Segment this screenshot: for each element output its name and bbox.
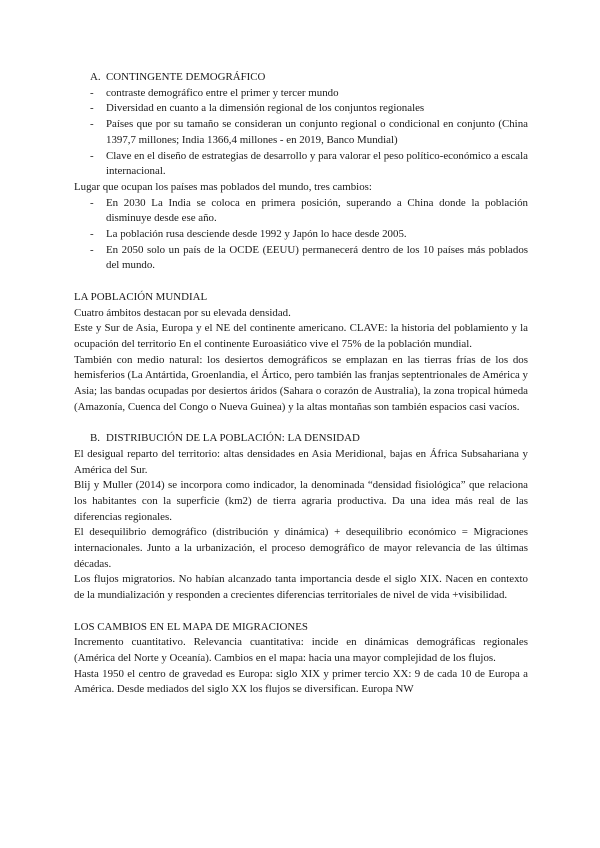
list-item: - En 2050 solo un país de la OCDE (EEUU) permanecerá dentro de los 10 países más poblados del mundo.: [74, 243, 528, 274]
poblacion-mundial-heading: LA POBLACIÓN MUNDIAL: [74, 290, 208, 303]
section-b-title: DISTRIBUCIÓN DE LA POBLACIÓN: LA DENSIDAD: [106, 432, 360, 445]
document-body: [74, 70, 528, 698]
paragraph: El desequilibrio demográfico (distribución y dinámica) + desequilibrio económico = Migraciones internacionales. Junto a la urbanización, el proceso demográfico de mayor relevancia de las últimas décadas.: [74, 526, 528, 570]
section-b-number: B.: [90, 432, 100, 445]
list-item: - Países que por su tamaño se consideran un conjunto regional o condicional en conjunto (China 1397,7 millones; India 1366,4 millones - en 2019, Banco Mundial): [74, 117, 528, 148]
section-a-list: [74, 86, 528, 180]
list-item: - En 2030 La India se coloca en primera posición, superando a China donde la población disminuye desde ese año.: [74, 196, 528, 227]
section-b-heading: [74, 431, 528, 447]
migraciones-heading: LOS CAMBIOS EN EL MAPA DE MIGRACIONES: [74, 620, 308, 633]
spacer: [74, 274, 528, 290]
paragraph: Incremento cuantitativo. Relevancia cuantitativa: incide en dinámicas demográficas regionales (América del Norte y Oceanía). Cambios en el mapa: hacia una mayor complejidad de los flujos.: [74, 636, 528, 664]
list-item: - Clave en el diseño de estrategias de desarrollo y para valorar el peso político-económico a escala internacional.: [74, 149, 528, 180]
list-item: - La población rusa desciende desde 1992 y Japón lo hace desde 2005.: [74, 227, 528, 243]
spacer: [74, 415, 528, 431]
paragraph: Cuatro ámbitos destacan por su elevada densidad.: [74, 306, 291, 319]
section-a-number: A.: [90, 71, 101, 83]
changes-list: [74, 196, 528, 275]
paragraph: Hasta 1950 el centro de gravedad es Europa: siglo XIX y primer tercio XX: 9 de cada 10 de Europa a América. Desde mediados del siglo XX los flujos se diversifican. Europa NW: [74, 667, 528, 696]
paragraph: Blij y Muller (2014) se incorpora como indicador, la denominada “densidad fisiológica” que relaciona los habitantes con la superficie (km2) de tierra agraria productiva. Da una idea más real de las diferencias regionales.: [74, 479, 528, 523]
paragraph: También con medio natural: los desiertos demográficos se emplazan en las tierras frías de los dos hemisferios (La Antártida, Groenlandia, el Ártico, pero también las franjas septentrionales de América y Asia; las bandas ocupadas por desiertos áridos (Sahara o corazón de Australia), la zona tropical húmeda (Amazonía, Cuenca del Congo o Nueva Guinea) y la altas montañas son también espacios casi vacíos.: [74, 353, 528, 413]
section-a-heading: [74, 70, 528, 86]
paragraph: Este y Sur de Asia, Europa y el NE del continente americano. CLAVE: la historia del poblamiento y la ocupación del territorio En el continente Euroasiático vive el 75% de la población mundial.: [74, 322, 528, 350]
paragraph: Los flujos migratorios. No habían alcanzado tanta importancia desde el siglo XIX. Nacen en contexto de la mundialización y responden a crecientes diferencias territoriales de nivel de vida +visibilidad.: [74, 573, 528, 602]
changes-intro: Lugar que ocupan los países mas poblados del mundo, tres cambios:: [74, 180, 372, 193]
list-item: - contraste demográfico entre el primer y tercer mundo: [74, 86, 528, 102]
paragraph: El desigual reparto del territorio: altas densidades en Asia Meridional, bajas en África Subsahariana y América del Sur.: [74, 447, 528, 476]
section-a-title: CONTINGENTE DEMOGRÁFICO: [106, 71, 266, 83]
spacer: [74, 604, 528, 620]
list-item: - Diversidad en cuanto a la dimensión regional de los conjuntos regionales: [74, 101, 528, 117]
